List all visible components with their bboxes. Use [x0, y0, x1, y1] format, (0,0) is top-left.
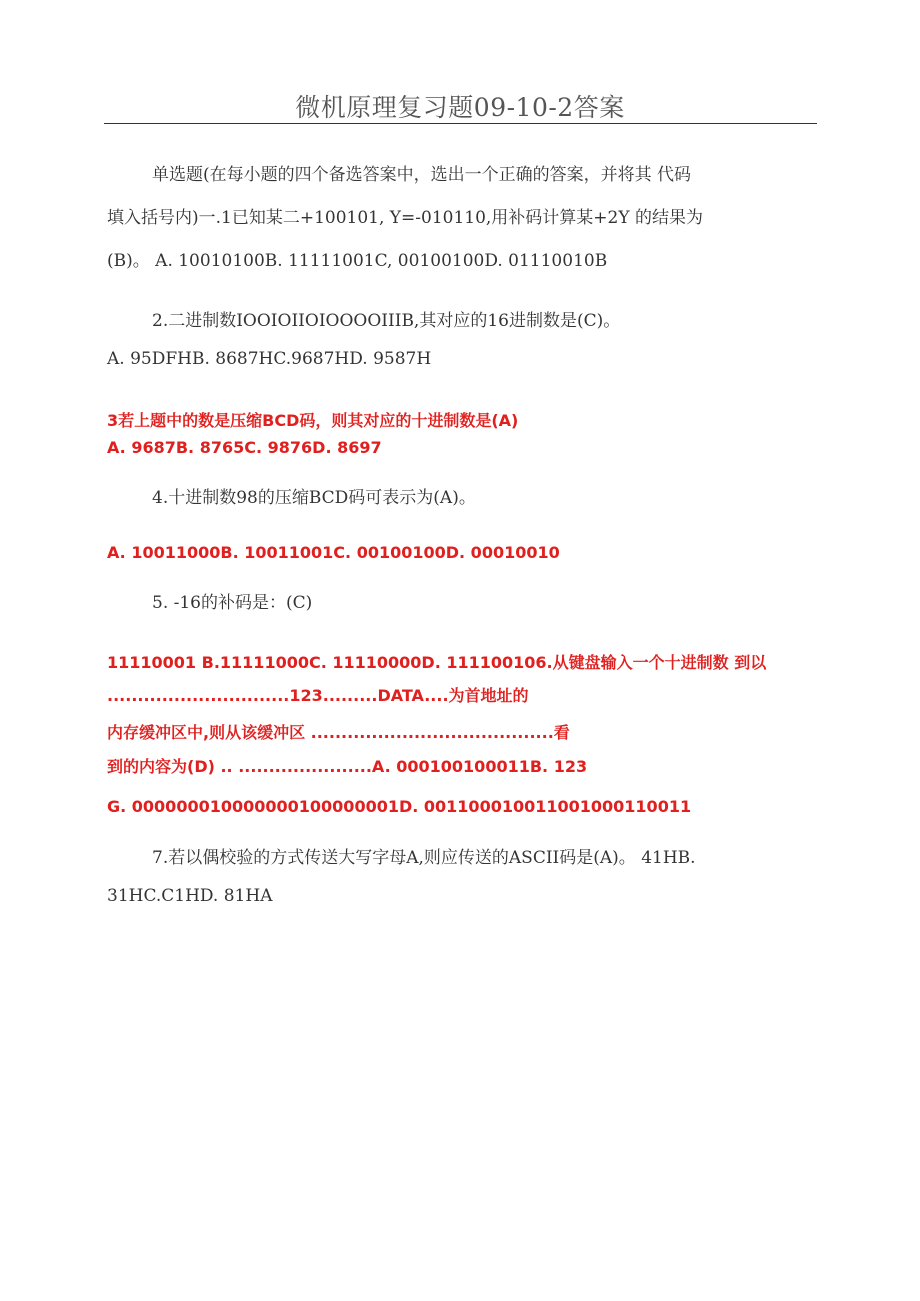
question-1-line: 填入括号内)一.1已知某二+100101, Y=-010110,用补码计算某+2Y 的结果为 — [107, 208, 703, 228]
question-6-line-3: 内存缓冲区中,则从该缓冲区 ........................................看 — [107, 723, 570, 742]
question-3-line: 3若上题中的数是压缩BCD码，则其对应的十进制数是(A) — [107, 411, 519, 430]
question-5-6-line-1: 11110001 B.11111000C. 11110000D. 111100106.从键盘输入一个十进制数 到以 — [107, 653, 767, 672]
question-7-line: 7.若以偶校验的方式传送大写字母A,则应传送的ASCII码是(A)。 41HB. — [152, 848, 696, 868]
question-4-options: A. 10011000B. 10011001C. 00100100D. 00010010 — [107, 543, 560, 562]
question-3-options: A. 9687B. 8765C. 9876D. 8697 — [107, 438, 382, 457]
question-4-line: 4.十进制数98的压缩BCD码可表示为(A)。 — [152, 488, 476, 508]
question-6-line-2: ..............................123.........DATA....为首地址的 — [107, 686, 529, 705]
question-5-line: 5. -16的补码是：(C) — [152, 593, 313, 613]
question-2-options: A. 95DFHB. 8687HC.9687HD. 9587H — [107, 349, 432, 369]
question-intro-line-1: 单选题(在每小题的四个备选答案中，选出一个正确的答案，并将其 代码 — [152, 165, 692, 185]
title-underline — [104, 123, 817, 124]
question-6-options: G. 000000010000000100000001D. 001100010011001000110011 — [107, 797, 692, 816]
question-2-line: 2.二进制数IOOIOIIOIOOOOIIIB,其对应的16进制数是(C)。 — [152, 311, 621, 331]
page-title: 微机原理复习题09-10-2答案 — [295, 93, 625, 122]
question-1-options: (B)。 A. 10010100B. 11111001C, 00100100D. 01110010B — [107, 251, 608, 271]
question-6-line-4: 到的内容为(D) .. ......................A. 000100100011B. 123 — [107, 757, 588, 776]
question-7-options: 31HC.C1HD. 81HA — [107, 886, 273, 906]
